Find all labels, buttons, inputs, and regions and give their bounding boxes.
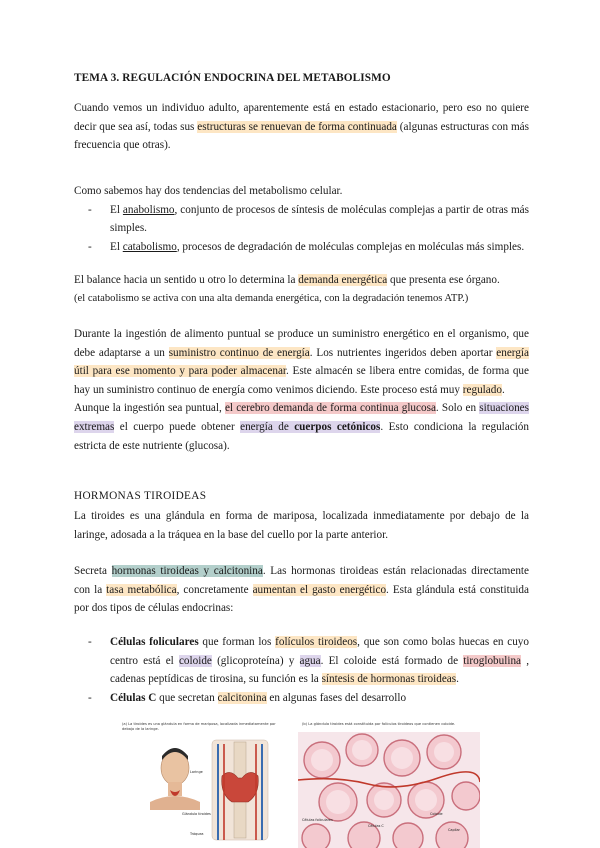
text-span: el cuerpo puede obtener: [114, 420, 241, 433]
text-span: energía de: [240, 420, 295, 433]
text-span: El balance hacia un sentido u otro lo determina la: [74, 274, 299, 286]
metabolism-intro: Como sabemos hay dos tendencias del metabolismo celular.: [74, 185, 343, 197]
paragraph-thyroid: [74, 507, 529, 544]
text-span: . Esta glándula está constituida por dos tipos de células endocrinas:: [74, 583, 529, 615]
cell-types-list: [74, 633, 529, 707]
text-span: Aunque la ingestión sea puntual,: [74, 402, 225, 415]
metabolism-list: [74, 201, 529, 257]
list-item: [74, 633, 529, 689]
text-span: (algunas estructuras con más frecuencia que otras).: [74, 120, 529, 152]
text-span: Cuando vemos un individuo adulto, aparentemente está en estado estacionario, pero eso no quiere decir que sea así, todas sus: [74, 102, 529, 133]
text-span: , conjunto de procesos de síntesis de moléculas complejas a partir de otras más simples.: [110, 203, 529, 235]
text-span: , procesos de degradación de moléculas complejas en moléculas más simples.: [176, 240, 525, 253]
label-coloide: Coloide: [430, 812, 443, 816]
thyroid-figure: [120, 720, 480, 848]
label-celulas-foliculares: Células foliculares: [302, 818, 333, 822]
text-span: El: [110, 240, 123, 253]
text-span: . Este almacén se libera entre comidas, de forma que hay un suministro continuo de energía como venimos diciendo. Este proceso está muy: [74, 365, 529, 396]
label-celulas-c: Células C: [368, 824, 384, 828]
list-item: [74, 238, 529, 257]
highlight-yellow: síntesis de hormonas tiroideas: [321, 673, 457, 686]
text-span: , que son como bolas huecas en cuyo centro está el: [110, 636, 529, 667]
label-traquea: Tráquea: [190, 832, 204, 836]
text-span: que secretan: [156, 691, 218, 704]
dash-bullet: -: [88, 203, 92, 216]
paragraph-balance: [74, 271, 529, 308]
highlight-yellow: folículos tiroideos: [275, 636, 358, 648]
figure-panel-b: [298, 720, 480, 848]
text-span: que forman los: [198, 636, 276, 648]
text-span: . El coloide está formado de: [320, 654, 464, 667]
paragraph-intro: [74, 99, 529, 155]
term-anabolismo: anabolismo: [122, 203, 175, 216]
highlight-teal: hormonas tiroideas y calcitonina: [111, 565, 263, 577]
text-span: que presenta ese órgano.: [387, 274, 500, 286]
highlight-yellow: energía útil para ese momento y para poder almacenar: [74, 346, 529, 378]
dash-bullet: -: [88, 240, 92, 253]
cell-types-list-wrap: [74, 633, 529, 707]
paragraph-ingestion: [74, 325, 529, 455]
figure-panel-a: [120, 720, 290, 848]
highlight-red: tiroglobulina: [463, 654, 522, 667]
term-catabolismo: catabolismo: [122, 240, 177, 253]
highlight-purple: [240, 421, 380, 433]
bold-term: cuerpos cetónicos: [294, 420, 381, 433]
text-span: . Solo en: [435, 402, 480, 415]
text-span: . Los nutrientes ingeridos deben aportar: [309, 346, 497, 359]
figure-caption-a: (a) La tiroides es una glándula en forma de mariposa, localizada inmediatamente por debajo de la laringe.: [122, 722, 276, 731]
highlight-yellow: regulado: [462, 383, 502, 396]
label-capilar: Capilar: [448, 828, 460, 832]
section-heading-hormonas: HORMONAS TIROIDEAS: [74, 490, 207, 502]
text-span: Durante la ingestión de alimento puntual se produce un suministro energético en el organismo, que debe adaptarse a un: [74, 328, 529, 359]
highlight-yellow: tasa metabólica: [106, 583, 177, 596]
text-span: .: [501, 383, 505, 396]
text-span: El: [110, 203, 123, 216]
highlight-yellow: demanda energética: [298, 274, 388, 286]
bold-term: Células C: [110, 691, 157, 704]
text-span: , cadenas peptídicas de tirosina, su función es la: [110, 654, 529, 686]
text-span: .: [456, 673, 459, 686]
highlight-purple: situaciones extremas: [74, 402, 529, 433]
highlight-yellow: calcitonina: [217, 691, 267, 704]
text-span: . Esto condiciona la regulación estricta de este nutriente (glucosa).: [74, 420, 529, 452]
balance-note: (el catabolismo se activa con una alta demanda energética, con la degradación tenemos ATP.): [74, 292, 469, 304]
text-span: Secreta: [74, 565, 112, 577]
highlight-yellow: suministro continuo de energía: [168, 346, 310, 359]
paragraph-metabolism: [74, 182, 529, 256]
label-glandula: Glándula tiroides: [182, 812, 211, 816]
bold-term: Células foliculares: [110, 636, 199, 648]
text-span: , concretamente: [176, 583, 253, 596]
highlight-red: el cerebro demanda de forma continua glucosa: [224, 402, 436, 415]
text-span: (glicoproteína) y: [211, 654, 300, 667]
shoulders-shape: [150, 796, 200, 810]
thyroid-description: La tiroides es una glándula en forma de mariposa, localizada inmediatamente por debajo de la laringe, adosada a la tráquea en la base del cuello por la parte anterior.: [74, 510, 529, 541]
highlight-yellow: aumentan el gasto energético: [252, 583, 387, 596]
dash-bullet: -: [88, 636, 92, 648]
neck-illustration: [120, 720, 290, 848]
highlight-yellow: estructuras se renuevan de forma continuada: [197, 120, 397, 133]
label-laringe: Laringe: [190, 770, 203, 774]
paragraph-secretion: [74, 562, 529, 618]
dash-bullet: -: [88, 691, 92, 704]
figure-caption-b: (b) La glándula tiroides está constituida por folículos tiroideos que contienen coloide.: [302, 722, 456, 726]
page-title: TEMA 3. REGULACIÓN ENDOCRINA DEL METABOLISMO: [74, 72, 391, 84]
highlight-purple: agua: [299, 654, 321, 667]
list-item: [74, 689, 529, 708]
list-item: [74, 201, 529, 238]
text-span: . Las hormonas tiroideas están relacionadas directamente con la: [74, 565, 529, 596]
highlight-purple: coloide: [178, 654, 212, 667]
text-span: en algunas fases del desarrollo: [266, 691, 407, 704]
